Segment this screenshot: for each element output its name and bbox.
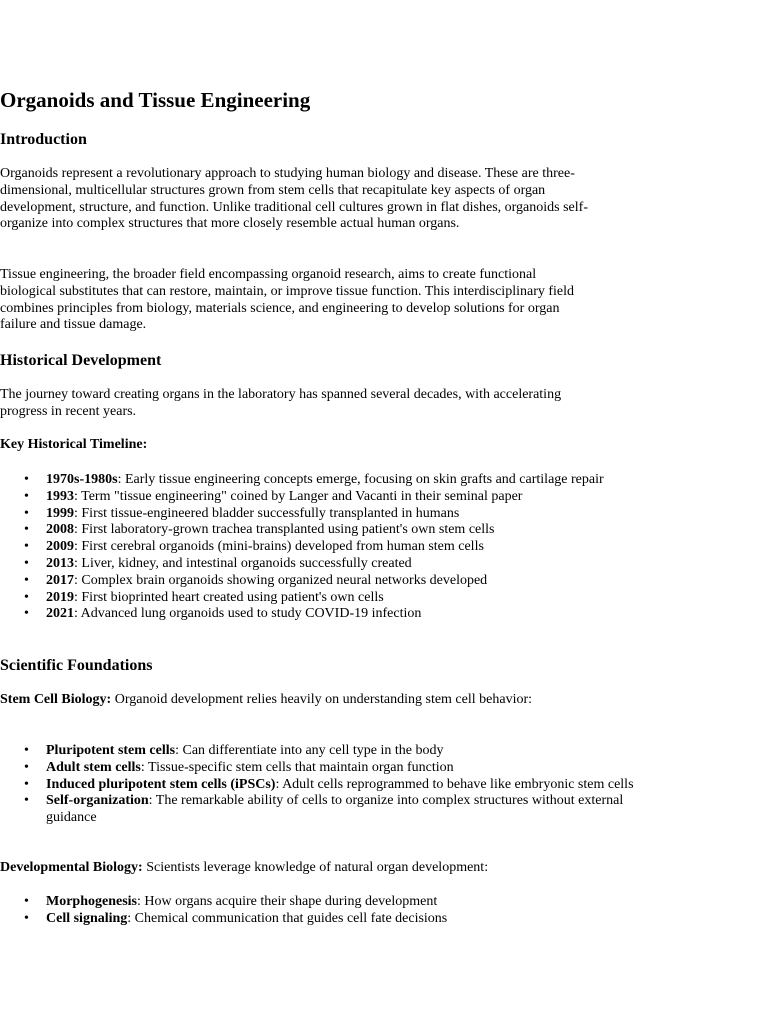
list-item [46,522,636,539]
stem-cell-text: Organoid development relies heavily on understanding stem cell behavior: [111,692,533,707]
list-item-term: 1993 [46,488,74,504]
intro-paragraph-2: Tissue engineering, the broader field encompassing organoid research, aims to create functional biological substitutes that can restore, maintain, or improve tissue function. This interdisciplinary field combines principles from biology, materials science, and engineering to develop solutions for organ failure and tissue damage. [0,267,575,333]
list-item-text: : First laboratory-grown trachea transplanted using patient's own stem cells [74,522,495,538]
stem-cell-label: Stem Cell Biology: [0,692,112,707]
list-item-text: : Chemical communication that guides cell fate decisions [127,910,448,926]
list-item-term: 2019 [46,589,74,605]
section-heading-scientific: Scientific Foundations [0,657,153,674]
developmental-text: Scientists leverage knowledge of natural organ development: [142,860,489,875]
list-item-text: : The remarkable ability of cells to organize into complex structures without external guidance [46,793,624,826]
list-item [46,472,636,489]
list-item [46,911,636,928]
list-item-term: Adult stem cells [46,759,141,775]
list-item-text: : Term "tissue engineering" coined by Langer and Vacanti in their seminal paper [74,488,523,504]
section-heading-introduction: Introduction [0,131,87,148]
list-item [46,606,636,623]
list-item [46,894,636,911]
timeline-list [0,472,636,623]
list-item [46,777,636,794]
list-item-term: 2008 [46,522,74,538]
list-item-term: 2021 [46,606,74,622]
list-item-term: 2013 [46,555,74,571]
list-item [46,573,636,590]
list-item-text: : Can differentiate into any cell type in the body [175,743,444,758]
list-item [46,743,636,760]
list-item [46,539,636,556]
list-item-text: : Advanced lung organoids used to study COVID-19 infection [74,606,422,622]
history-paragraph: The journey toward creating organs in the laboratory has spanned several decades, with accelerating progress in recent years. [0,387,562,419]
list-item [46,793,636,827]
list-item-text: : First bioprinted heart created using patient's own cells [74,589,384,605]
list-item-text: : Adult cells reprogrammed to behave like embryonic stem cells [275,776,634,792]
section-heading-historical: Historical Development [0,352,162,369]
intro-paragraph-1: Organoids represent a revolutionary approach to studying human biology and disease. These are three-dimensional, multicellular structures grown from stem cells that recapitulate key aspects of organ development, structure, and function. Unlike traditional cell cultures grown in flat dishes, organoids self-organize into complex structures that more closely resemble actual human organs. [0,166,588,232]
list-item-term: Induced pluripotent stem cells (iPSCs) [46,776,276,792]
list-item-text: : First tissue-engineered bladder successfully transplanted in humans [74,505,460,521]
stem-cell-list [0,743,636,827]
list-item-text: : First cerebral organoids (mini-brains) developed from human stem cells [74,539,484,555]
list-item-term: Self-organization [46,793,149,809]
list-item-text: : Complex brain organoids showing organized neural networks developed [74,572,488,588]
list-item [46,760,636,777]
list-item-term: Morphogenesis [46,894,137,909]
list-item-text: : Tissue-specific stem cells that maintain organ function [140,759,454,775]
list-item-term: 2017 [46,572,74,588]
list-item-term: Pluripotent stem cells [46,743,176,758]
list-item-term: Cell signaling [46,910,128,926]
list-item [46,489,636,506]
list-item-text: : How organs acquire their shape during development [137,894,438,909]
list-item-text: : Liver, kidney, and intestinal organoids successfully created [74,555,412,571]
list-item [46,590,636,607]
list-item-term: 1970s-1980s [46,472,118,487]
developmental-intro [0,860,590,877]
document-title: Organoids and Tissue Engineering [0,88,311,112]
list-item-text: : Early tissue engineering concepts emerge, focusing on skin grafts and cartilage repair [117,472,604,487]
list-item [46,506,636,523]
developmental-list [0,894,636,928]
stem-cell-intro [0,692,590,709]
list-item-term: 1999 [46,505,74,521]
developmental-label: Developmental Biology: [0,860,143,875]
timeline-heading: Key Historical Timeline: [0,437,148,452]
list-item [46,556,636,573]
list-item-term: 2009 [46,539,74,555]
